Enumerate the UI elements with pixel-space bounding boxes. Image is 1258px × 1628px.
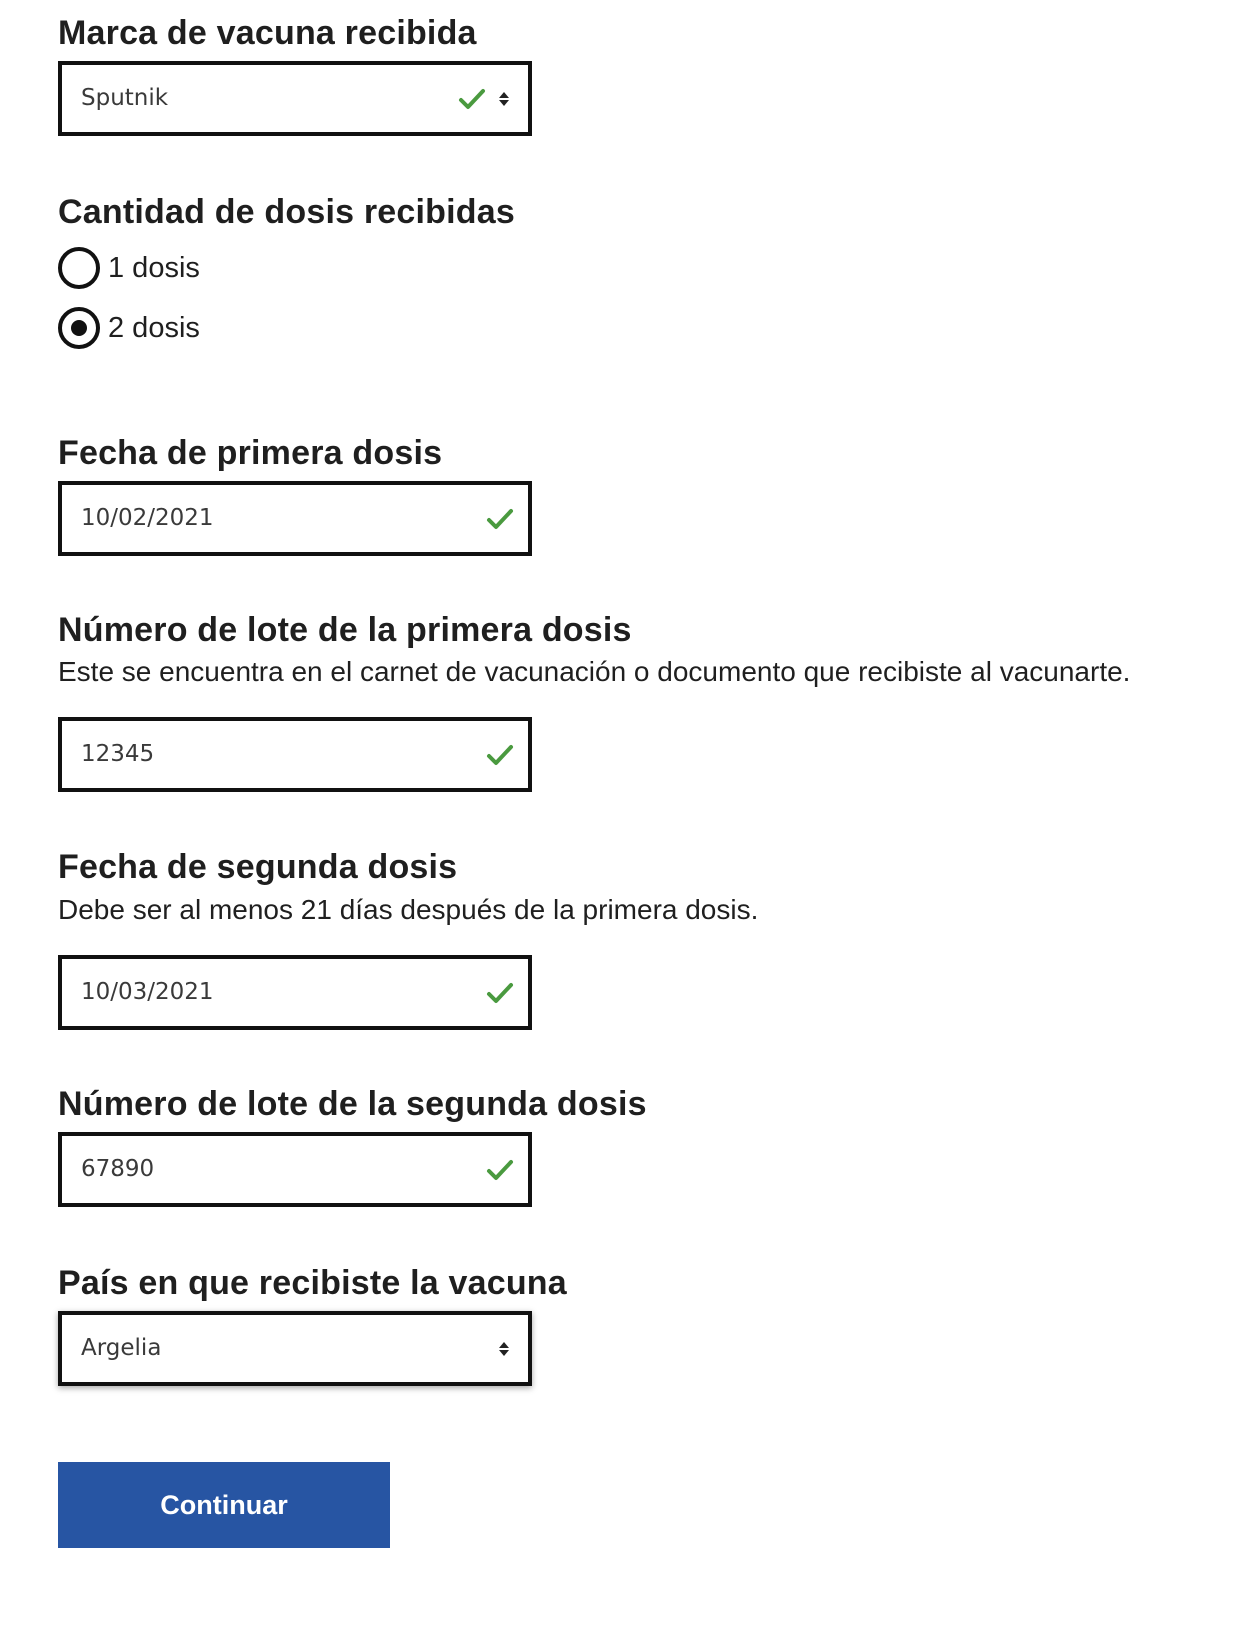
second-dose-lot-value: 67890 — [81, 1156, 155, 1182]
vaccine-brand-select[interactable] — [58, 61, 532, 136]
radio-option-2-doses[interactable] — [58, 307, 258, 351]
radio-label-1-dose: 1 dosis — [108, 252, 200, 284]
check-icon — [458, 87, 486, 111]
radio-button-2-doses[interactable] — [58, 307, 100, 349]
check-icon — [486, 1158, 514, 1182]
radio-label-2-doses: 2 dosis — [108, 312, 200, 344]
radio-button-1-dose[interactable] — [58, 247, 100, 289]
second-dose-date-hint: Debe ser al menos 21 días después de la primera dosis. — [58, 894, 759, 925]
first-dose-lot-label: Número de lote de la primera dosis — [58, 611, 632, 649]
continue-button[interactable]: Continuar — [58, 1462, 390, 1548]
second-dose-lot-label: Número de lote de la segunda dosis — [58, 1085, 647, 1123]
country-label: País en que recibiste la vacuna — [58, 1264, 567, 1302]
check-icon — [486, 507, 514, 531]
second-dose-date-value: 10/03/2021 — [81, 979, 214, 1005]
vaccine-brand-label: Marca de vacuna recibida — [58, 14, 477, 52]
country-value: Argelia — [81, 1335, 162, 1361]
radio-option-1-dose[interactable] — [58, 247, 258, 291]
sort-arrows-icon — [498, 89, 510, 109]
check-icon — [486, 743, 514, 767]
second-dose-lot-input[interactable] — [58, 1132, 532, 1207]
first-dose-date-input[interactable] — [58, 481, 532, 556]
first-dose-date-value: 10/02/2021 — [81, 505, 214, 531]
first-dose-lot-hint: Este se encuentra en el carnet de vacunación o documento que recibiste al vacunarte. — [58, 656, 1131, 687]
country-select[interactable] — [58, 1311, 532, 1386]
vaccine-brand-value: Sputnik — [81, 85, 169, 111]
second-dose-date-label: Fecha de segunda dosis — [58, 848, 458, 886]
sort-arrows-icon — [498, 1339, 510, 1359]
second-dose-date-input[interactable] — [58, 955, 532, 1030]
first-dose-lot-input[interactable] — [58, 717, 532, 792]
first-dose-lot-value: 12345 — [81, 741, 155, 767]
check-icon — [486, 981, 514, 1005]
dose-count-label: Cantidad de dosis recibidas — [58, 193, 515, 231]
radio-selected-dot — [71, 320, 87, 336]
first-dose-date-label: Fecha de primera dosis — [58, 434, 443, 472]
